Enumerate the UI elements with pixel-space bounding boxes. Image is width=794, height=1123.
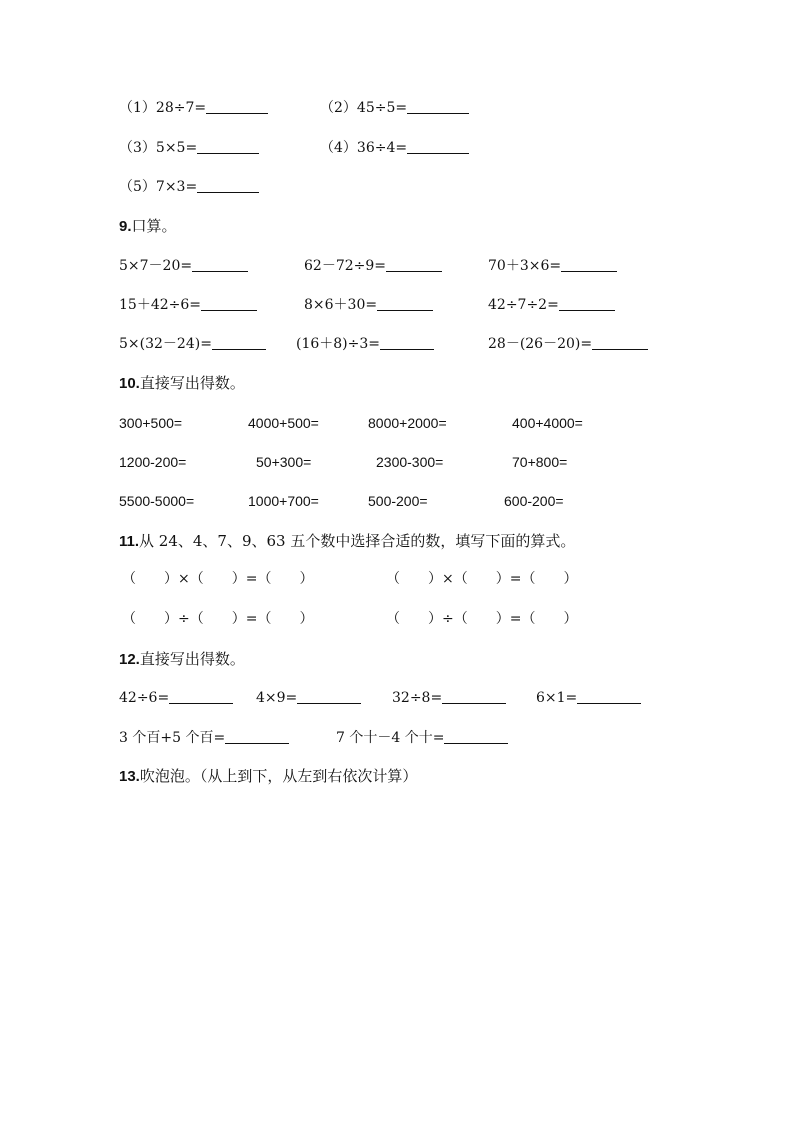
q12-row-1 <box>0 686 794 710</box>
exercise-item: 5×(32－24)= <box>119 332 266 356</box>
answer-blank[interactable] <box>561 255 617 272</box>
answer-blank[interactable] <box>206 97 268 114</box>
exercise-item: 2300-300= <box>376 454 444 470</box>
answer-blank[interactable] <box>380 333 434 350</box>
answer-blank[interactable] <box>577 687 641 704</box>
exercise-item: （2）45÷5= <box>320 96 469 120</box>
q10-row-3 <box>0 489 794 513</box>
exercise-item: 7 个十－4 个十= <box>336 726 508 750</box>
exercise-item: 600-200= <box>504 493 564 509</box>
exercise-item: 15＋42÷6= <box>119 293 257 317</box>
exercise-item: 300+500= <box>119 415 183 431</box>
exercise-item: 4×9= <box>256 686 361 710</box>
q9-row-3 <box>0 332 794 356</box>
question-9-heading: 9.口算。 <box>119 217 177 235</box>
answer-blank[interactable] <box>444 727 508 744</box>
answer-blank[interactable] <box>197 137 259 154</box>
exercise-item: （1）28÷7= <box>119 96 268 120</box>
exercise-item: 42÷7÷2= <box>488 293 615 317</box>
answer-blank[interactable] <box>297 687 361 704</box>
q10-row-1 <box>0 411 794 435</box>
answer-blank[interactable] <box>442 687 506 704</box>
answer-blank[interactable] <box>192 255 248 272</box>
exercise-item: 4000+500= <box>248 415 319 431</box>
exercise-item: （5）7×3= <box>119 175 259 199</box>
exercise-item: 62－72÷9= <box>304 254 442 278</box>
q9-row-2 <box>0 293 794 317</box>
answer-blank[interactable] <box>407 137 469 154</box>
q9-row-1 <box>0 254 794 278</box>
fill-in-expression[interactable]: （ ）÷（ ）=（ ） <box>386 611 578 627</box>
exercise-item: 8×6＋30= <box>304 293 433 317</box>
fill-in-expression[interactable]: （ ）×（ ）=（ ） <box>122 571 314 587</box>
question-13-heading: 13.吹泡泡。（从上到下，从左到右依次计算） <box>119 767 418 785</box>
exercise-item: 8000+2000= <box>368 415 447 431</box>
exercise-item: 1000+700= <box>248 493 319 509</box>
question-10-heading: 10.直接写出得数。 <box>119 374 245 392</box>
q10-row-2 <box>0 450 794 474</box>
answer-blank[interactable] <box>197 176 259 193</box>
question-12-heading: 12.直接写出得数。 <box>119 650 245 668</box>
exercise-item: 1200-200= <box>119 454 187 470</box>
exercise-item: 3 个百+5 个百= <box>119 726 289 750</box>
question-11-heading: 11.从 24、4、7、9、63 五个数中选择合适的数，填写下面的算式。 <box>119 532 576 550</box>
exercise-item: 70＋3×6= <box>488 254 617 278</box>
exercise-item: (16＋8)÷3= <box>296 332 434 356</box>
section8-row-2 <box>0 136 794 160</box>
exercise-item: 5×7－20= <box>119 254 248 278</box>
answer-blank[interactable] <box>377 294 433 311</box>
answer-blank[interactable] <box>212 333 266 350</box>
q11-row-multiply <box>0 567 794 591</box>
exercise-item: 6×1= <box>536 686 641 710</box>
exercise-item: 5500-5000= <box>119 493 195 509</box>
q11-row-divide <box>0 607 794 631</box>
answer-blank[interactable] <box>169 687 233 704</box>
exercise-item: 42÷6= <box>119 686 233 710</box>
q12-row-2 <box>0 726 794 750</box>
exercise-item: （3）5×5= <box>119 136 259 160</box>
exercise-item: 50+300= <box>256 454 312 470</box>
section8-row-3 <box>0 175 794 199</box>
answer-blank[interactable] <box>407 97 469 114</box>
fill-in-expression[interactable]: （ ）×（ ）=（ ） <box>386 571 578 587</box>
answer-blank[interactable] <box>225 727 289 744</box>
exercise-item: 70+800= <box>512 454 568 470</box>
answer-blank[interactable] <box>592 333 648 350</box>
exercise-item: 32÷8= <box>392 686 506 710</box>
answer-blank[interactable] <box>559 294 615 311</box>
exercise-item: 28－(26－20)= <box>488 332 648 356</box>
exercise-item: 500-200= <box>368 493 428 509</box>
exercise-item: （4）36÷4= <box>320 136 469 160</box>
answer-blank[interactable] <box>201 294 257 311</box>
section8-row-1 <box>0 96 794 120</box>
exercise-item: 400+4000= <box>512 415 583 431</box>
answer-blank[interactable] <box>386 255 442 272</box>
fill-in-expression[interactable]: （ ）÷（ ）=（ ） <box>122 611 314 627</box>
